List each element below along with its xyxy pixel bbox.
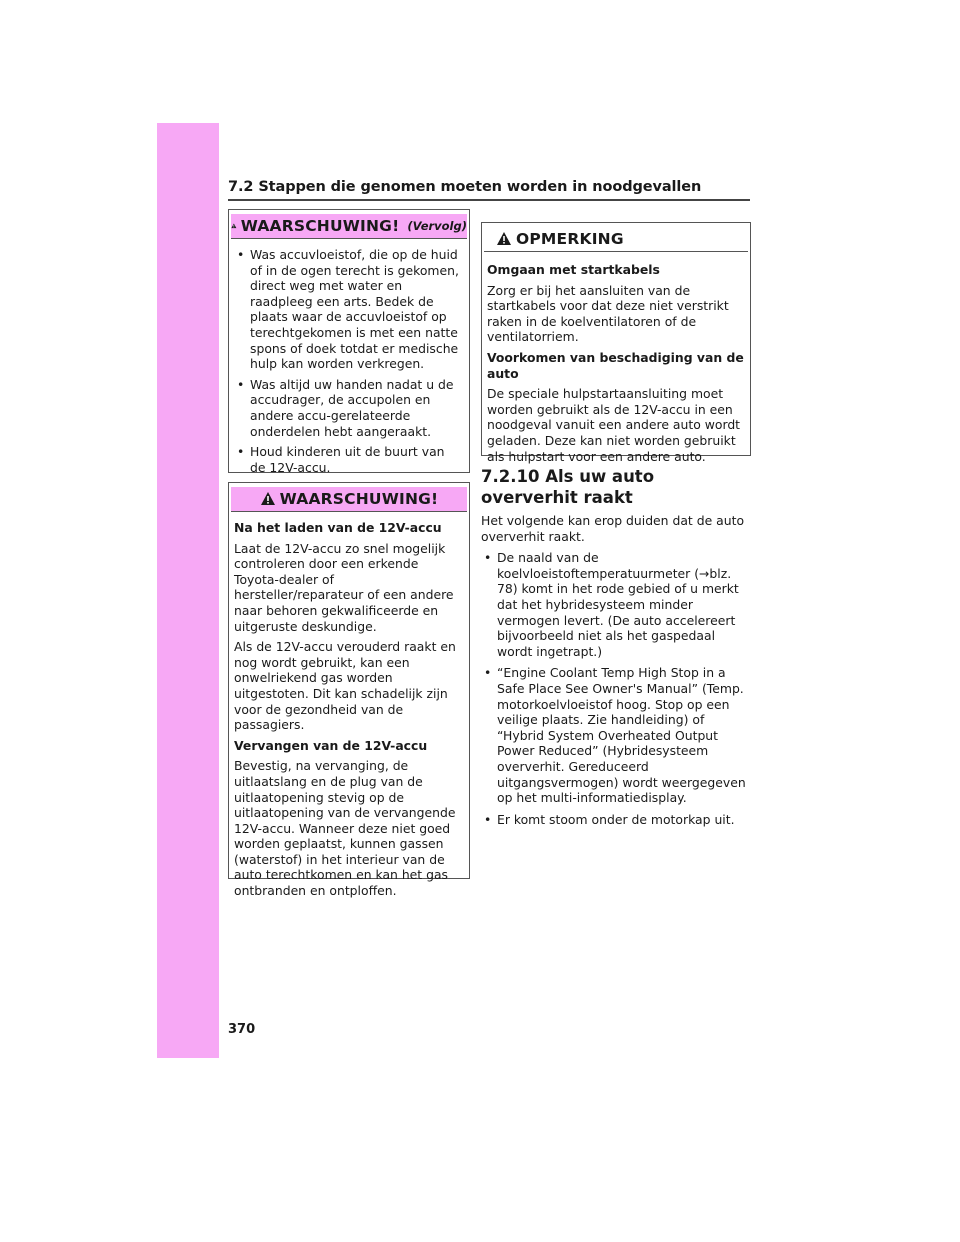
warning-subheading: Na het laden van de 12V-accu [234,520,442,535]
warning-paragraph: Bevestig, na vervanging, de uitlaatslang en de plug van de uitlaatopening stevig op de uitlaatopening van de vervangende 12V-accu. Wanneer deze niet goed worden geplaatst, kunnen gassen (waterstof) in het interieur van de auto terechtkomen en kan het gas ontbranden en ontploffen. [234,758,456,899]
warning-paragraph: Als de 12V-accu verouderd raakt en nog wordt gebruikt, kan een onwelriekend gas worden uitgestoten. Dit kan schadelijk zijn voor de gezondheid van de passagiers. [234,639,456,733]
notice-header [484,227,748,252]
chapter-side-tab [157,123,219,1058]
notice-subheading: Voorkomen van beschadiging van de auto [487,349,744,381]
warning-title: WAARSCHUWING! [240,217,400,235]
page-number: 370 [228,1022,256,1037]
warning-continued-box [228,209,470,473]
warning-icon [496,231,512,247]
section-intro: Het volgende kan erop duiden dat de auto oververhit raakt. [481,513,745,544]
overheat-bullet-list [481,550,751,827]
header-rule [228,199,750,201]
notice-paragraph: De speciale hulpstartaansluiting moet worden gebruikt als de 12V-accu in een noodgeval vanuit een andere auto wordt geladen. Deze kan niet worden gebruikt als hulpstart voor een andere auto. [487,386,741,464]
list-item: • De naald van de koelvloeistoftemperatuurmeter (→blz. 78) komt in het rode gebied of u merkt dat het hybridesysteem minder vermogen levert. (De auto accelereert bijvoorbeeld niet als het gaspedaal wordt ingetrapt.) [481,550,751,659]
notice-box [481,222,751,464]
notice-paragraph: Zorg er bij het aansluiten van de startkabels voor dat deze niet verstrikt raken in de koelventilatoren of de ventilatorriem. [487,282,729,345]
list-item: • Was altijd uw handen nadat u de accudrager, de accupolen en andere accu-gerelateerde onderdelen hebt aangeraakt. [234,377,463,439]
warning-bullet-list [234,247,463,475]
warning-continued-header [231,214,467,239]
notice-subheading: Omgaan met startkabels [487,262,660,277]
warning-body [229,512,469,912]
warning-continued-body [229,239,469,488]
warning-box [228,482,470,899]
warning-subtitle: (Vervolg) [407,219,467,233]
list-item: • Was accuvloeistof, die op de huid of in de ogen terecht is gekomen, direct weg met water en raadpleeg een arts. Bedek de plaats waar de accuvloeistof op terechtgekomen is met een natte spons of doek totdat er medische hulp kan worden verkregen. [234,247,463,372]
warning-title: WAARSCHUWING! [279,490,439,508]
section-body [481,513,751,833]
section-heading: 7.2.10 Als uw auto oververhit raakt [481,467,655,507]
notice-body [482,252,750,477]
warning-icon [231,218,237,234]
notice-title: OPMERKING [516,230,624,248]
list-item: • “Engine Coolant Temp High Stop in a Safe Place See Owner's Manual” (Temp. motorkoelvloeistof hoog. Stop op een veilige plaats. Zie handleiding) of “Hybrid System Overheated Output Power Reduced” (Hybridesysteem oververhit. Gereduceerd uitgangsvermogen) wordt weergegeven op het multi-informatiedisplay. [481,665,751,805]
warning-paragraph: Laat de 12V-accu zo snel mogelijk controleren door een erkende Toyota-dealer of hersteller/reparateur of een andere naar behoren gekwalificeerde en uitgeruste deskundige. [234,540,454,634]
warning-header [231,487,467,512]
warning-icon [260,491,276,507]
list-item: • Houd kinderen uit de buurt van de 12V-accu. [234,444,463,475]
section-header: 7.2 Stappen die genomen moeten worden in noodgevallen [228,179,702,195]
warning-subheading: Vervangen van de 12V-accu [234,737,428,753]
list-item: • Er komt stoom onder de motorkap uit. [481,812,751,828]
